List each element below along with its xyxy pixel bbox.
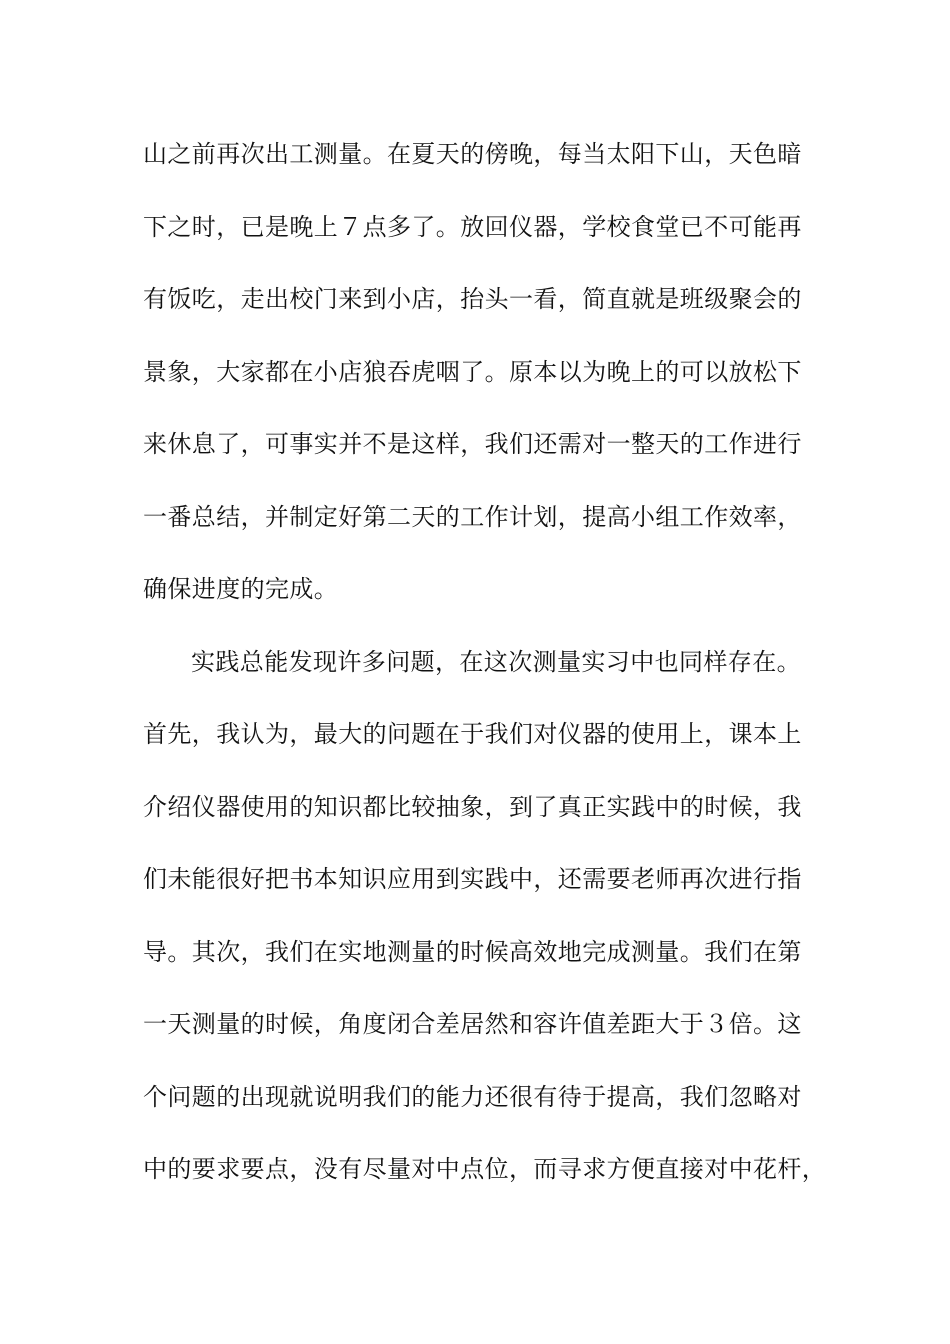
text-line-3: 有饭吃，走出校门来到小店，抬头一看，简直就是班级聚会的 [143,285,802,313]
text-line-5: 来休息了，可事实并不是这样，我们还需对一整天的工作进行 [143,430,802,458]
text-line-14: 个问题的出现就说明我们的能力还很有待于提高，我们忽略对 [143,1082,802,1111]
text-line-6: 一番总结，并制定好第二天的工作计划，提高小组工作效率， [143,502,802,531]
text-line-12: 导。其次，我们在实地测量的时候高效地完成测量。我们在第 [143,937,802,966]
paragraph-start-line: 实践总能发现许多问题，在这次测量实习中也同样存在。 [191,647,801,676]
text-line-1: 山之前再次出工测量。在夏天的傍晚，每当太阳下山，天色暗 [143,140,802,168]
text-line-4: 景象，大家都在小店狼吞虎咽了。原本以为晚上的可以放松下 [143,357,802,386]
body-text [143,132,827,1220]
text-line-7: 确保进度的完成。 [143,575,339,603]
text-line-2: 下之时，已是晚上７点多了。放回仪器，学校食堂已不可能再 [143,212,802,241]
text-line-11: 们未能很好把书本知识应用到实践中，还需要老师再次进行指 [143,865,802,893]
text-line-9: 首先，我认为，最大的问题在于我们对仪器的使用上，课本上 [143,720,802,748]
text-line-13: 一天测量的时候，角度闭合差居然和容许值差距大于３倍。这 [143,1010,802,1038]
text-line-10: 介绍仪器使用的知识都比较抽象，到了真正实践中的时候，我 [143,792,802,821]
text-line-15: 中的要求要点，没有尽量对中点位，而寻求方便直接对中花杆， [143,1155,827,1183]
